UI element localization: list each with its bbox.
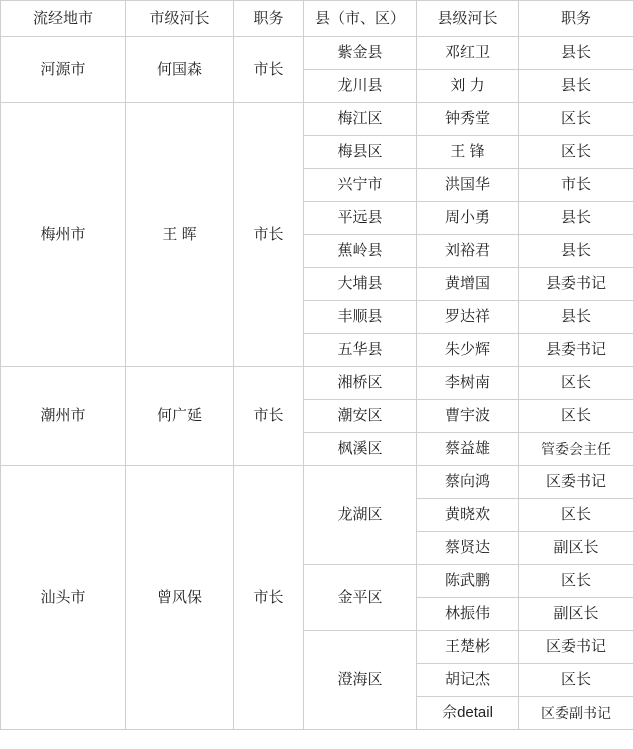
cell-city-role: 市长 — [234, 367, 304, 466]
cell-county-role: 县委书记 — [519, 334, 633, 367]
cell-county: 枫溪区 — [304, 433, 417, 466]
header-row — [1, 1, 633, 37]
cell-county: 金平区 — [304, 565, 417, 631]
cell-city-role: 市长 — [234, 103, 304, 367]
cell-county-chief: 王 锋 — [417, 136, 519, 169]
cell-county-role: 区长 — [519, 136, 633, 169]
header-county: 县（市、区） — [304, 1, 417, 37]
cell-city: 潮州市 — [1, 367, 126, 466]
cell-city-role: 市长 — [234, 37, 304, 103]
cell-county-chief: 陈武鹏 — [417, 565, 519, 598]
cell-county-role: 县长 — [519, 202, 633, 235]
cell-county-chief: 朱少辉 — [417, 334, 519, 367]
cell-county-chief: 蔡益雄 — [417, 433, 519, 466]
cell-county-chief: 刘裕君 — [417, 235, 519, 268]
cell-county-chief: 蔡贤达 — [417, 532, 519, 565]
cell-county-role: 区长 — [519, 565, 633, 598]
cell-county-chief: 佘detail — [417, 697, 519, 730]
cell-county-chief: 胡记杰 — [417, 664, 519, 697]
cell-county-role: 管委会主任 — [519, 433, 633, 466]
cell-county-role: 区长 — [519, 400, 633, 433]
cell-county-chief: 罗达祥 — [417, 301, 519, 334]
cell-county-chief: 刘 力 — [417, 70, 519, 103]
table-body — [1, 37, 633, 730]
cell-city: 河源市 — [1, 37, 126, 103]
cell-city-chief: 王 晖 — [126, 103, 234, 367]
cell-county-role: 区委书记 — [519, 631, 633, 664]
cell-county-chief: 黄晓欢 — [417, 499, 519, 532]
cell-county-chief: 洪国华 — [417, 169, 519, 202]
cell-county-role: 县长 — [519, 37, 633, 70]
table-row — [1, 367, 633, 400]
cell-city-chief: 曾风保 — [126, 466, 234, 730]
cell-county: 梅县区 — [304, 136, 417, 169]
cell-county: 丰顺县 — [304, 301, 417, 334]
cell-county-role: 县长 — [519, 70, 633, 103]
cell-county-role: 市长 — [519, 169, 633, 202]
header-city-role: 职务 — [234, 1, 304, 37]
cell-city-role: 市长 — [234, 466, 304, 730]
cell-county-chief: 王楚彬 — [417, 631, 519, 664]
cell-county-role: 副区长 — [519, 598, 633, 631]
cell-county: 平远县 — [304, 202, 417, 235]
cell-county-role: 区委书记 — [519, 466, 633, 499]
cell-city: 梅州市 — [1, 103, 126, 367]
cell-city-chief: 何广延 — [126, 367, 234, 466]
cell-county-role: 县委书记 — [519, 268, 633, 301]
table-row — [1, 466, 633, 499]
cell-county: 潮安区 — [304, 400, 417, 433]
table-row — [1, 37, 633, 70]
cell-county-role: 区长 — [519, 499, 633, 532]
cell-county-chief: 邓红卫 — [417, 37, 519, 70]
cell-county-chief: 钟秀堂 — [417, 103, 519, 136]
cell-county-chief: 林振伟 — [417, 598, 519, 631]
cell-county: 五华县 — [304, 334, 417, 367]
cell-county-chief: 曹宇波 — [417, 400, 519, 433]
cell-county: 湘桥区 — [304, 367, 417, 400]
table-row — [1, 103, 633, 136]
cell-city-chief: 何国森 — [126, 37, 234, 103]
cell-county-role: 县长 — [519, 235, 633, 268]
cell-county-role: 区长 — [519, 103, 633, 136]
cell-city: 汕头市 — [1, 466, 126, 730]
cell-county-chief: 周小勇 — [417, 202, 519, 235]
cell-county: 紫金县 — [304, 37, 417, 70]
cell-county: 兴宁市 — [304, 169, 417, 202]
cell-county-role: 区委副书记 — [519, 697, 633, 730]
header-county-chief: 县级河长 — [417, 1, 519, 37]
cell-county-chief: 黄增国 — [417, 268, 519, 301]
header-city-chief: 市级河长 — [126, 1, 234, 37]
cell-county: 大埔县 — [304, 268, 417, 301]
cell-county: 龙川县 — [304, 70, 417, 103]
header-city: 流经地市 — [1, 1, 126, 37]
header-county-role: 职务 — [519, 1, 633, 37]
cell-county: 龙湖区 — [304, 466, 417, 565]
cell-county-role: 县长 — [519, 301, 633, 334]
cell-county-role: 副区长 — [519, 532, 633, 565]
cell-county: 梅江区 — [304, 103, 417, 136]
table-header — [1, 1, 633, 37]
cell-county-chief: 蔡向鸿 — [417, 466, 519, 499]
cell-county: 蕉岭县 — [304, 235, 417, 268]
cell-county-role: 区长 — [519, 367, 633, 400]
cell-county: 澄海区 — [304, 631, 417, 730]
cell-county-chief: 李树南 — [417, 367, 519, 400]
cell-county-role: 区长 — [519, 664, 633, 697]
